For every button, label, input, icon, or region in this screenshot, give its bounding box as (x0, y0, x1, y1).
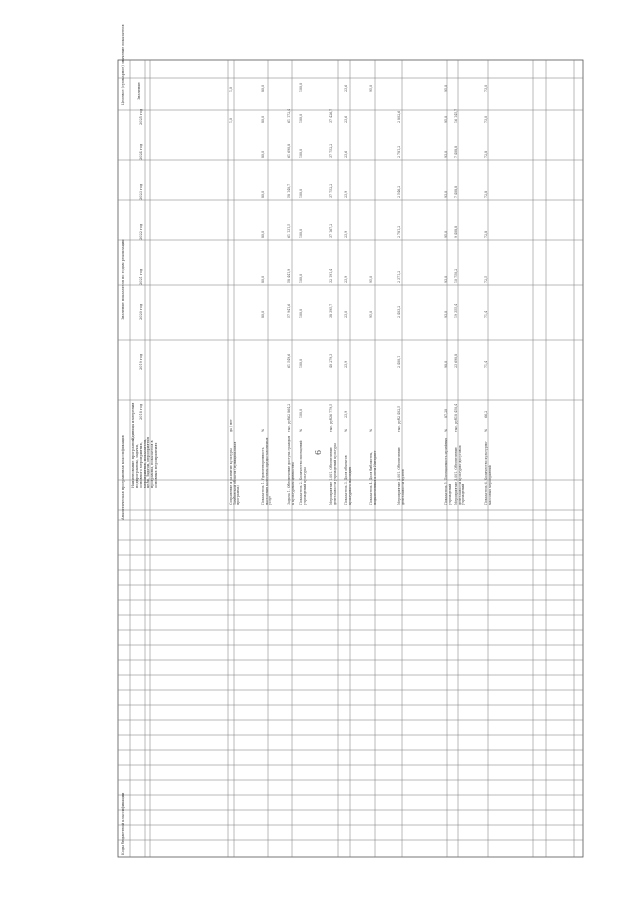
year-header: 2024 год (139, 143, 143, 160)
row-unit: тыс. руб. (329, 417, 333, 432)
row-value: 23 690,8 (454, 353, 458, 368)
year-header: 2018 год (139, 403, 143, 420)
row-value: 95,0 (444, 115, 448, 123)
header-final-group: Целевое (суммарное) значение показателя (121, 24, 125, 105)
year-header: 2020 год (139, 303, 143, 320)
row-name: Сохранение и развитие культуры Тамбовской области (муниципальная программа) (229, 441, 241, 505)
row-name: Показатель 1. Удовлетворенность населения качеством предоставляемых услуг (261, 437, 273, 505)
row-value: 38 395,7 (329, 303, 333, 318)
row-value: 93,0 (444, 310, 448, 318)
page-number: 6 (314, 449, 324, 456)
row-value: 100,0 (299, 408, 303, 418)
row-value: 23,9 (344, 275, 348, 283)
row-value: 95,0 (369, 275, 373, 283)
row-value: 62 864,2 (287, 403, 291, 418)
year-header: 2023 год (139, 183, 143, 200)
row-value: 100,0 (299, 358, 303, 368)
row-value: 23,6 (344, 115, 348, 123)
row-total: 100,0 (299, 82, 303, 92)
row-value: 2 403,2 (397, 305, 401, 318)
row-value: 32 191,4 (329, 268, 333, 283)
row-value: 95,0 (369, 310, 373, 318)
row-unit: % (444, 428, 448, 432)
row-value: 2 402,5 (397, 405, 401, 418)
row-value: 71,4 (484, 360, 488, 368)
row-unit: тыс. руб. (454, 417, 458, 432)
row-name: Мероприятие 2.001. Обеспечение деятельности музеев (397, 447, 405, 505)
row-value: 73,0 (484, 115, 488, 123)
row-value: 72,5 (484, 275, 488, 283)
row-value: 95,0 (444, 230, 448, 238)
row-value: 66,2 (484, 410, 488, 418)
row-name: Мероприятие 3.001. Обеспечение деятельности культурно-досуговых учреждений (454, 445, 466, 505)
row-value: 93,0 (444, 190, 448, 198)
row-value: 72,8 (484, 230, 488, 238)
row-total: 1,0 (229, 86, 233, 92)
row-value: 80,0 (261, 150, 265, 158)
row-value: 18 450,4 (454, 403, 458, 418)
year-header: 2021 год (139, 268, 143, 285)
row-value: 37 167,2 (329, 223, 333, 238)
row-name: Показатель 2. Количество посещений учреждений культуры (299, 440, 307, 505)
row-value: 80,0 (261, 115, 265, 123)
row-name: Мероприятие 1.001. Обеспечение деятельности учреждений культуры (329, 443, 337, 505)
row-total: 73,0 (484, 84, 488, 92)
row-value: 87,20 (444, 408, 448, 418)
row-value: 80,0 (261, 230, 265, 238)
row-name: Показатель 3. Доля объектов культурного наследия (344, 455, 352, 505)
header-name-col: Наименование программы, подпрограммы, задачи, основного мероприятия, мероприятия, показателя, цели, задачи, мероприятия программы, показателя в основных мероприятиях (131, 437, 159, 488)
row-value: 10 750,2 (454, 268, 458, 283)
row-value: 16 145,7 (454, 108, 458, 123)
row-value: 1,0 (229, 117, 233, 123)
row-value: 37 426,7 (329, 108, 333, 123)
row-value: 57 941,6 (287, 303, 291, 318)
row-value: 61 131,5 (287, 223, 291, 238)
row-total: 23,6 (344, 84, 348, 92)
row-total: 95,0 (369, 84, 373, 92)
row-value: 61 549,6 (287, 353, 291, 368)
row-value: 72,8 (484, 150, 488, 158)
row-unit: % (299, 428, 303, 432)
row-unit: % (369, 428, 373, 432)
row-unit: % (484, 428, 488, 432)
row-value: 23,9 (344, 360, 348, 368)
row-value: 40 279,3 (329, 353, 333, 368)
row-value: 93,0 (444, 150, 448, 158)
row-value: 100,0 (299, 308, 303, 318)
header-unit-col: Единица измерения (131, 402, 135, 440)
row-value: 23,9 (344, 190, 348, 198)
row-value: 7 408,8 (454, 185, 458, 198)
row-value: 100,0 (299, 148, 303, 158)
header-values-group: Значение показателя по годам реализации (121, 239, 125, 320)
row-value: 23,0 (344, 310, 348, 318)
row-value: 23,9 (344, 230, 348, 238)
row-value: 37 752,2 (329, 183, 333, 198)
header-analytic-group: Аналитическая программная классификация (121, 435, 125, 520)
row-name: Показатель 6. Количество культурно-массовых мероприятий (484, 441, 492, 505)
row-value: 80,0 (261, 310, 265, 318)
row-unit: % (344, 428, 348, 432)
row-value: 100,0 (299, 188, 303, 198)
row-value: 100,0 (299, 113, 303, 123)
row-value: 100,0 (299, 273, 303, 283)
row-total: 80,0 (261, 84, 265, 92)
row-value: 9 408,8 (454, 225, 458, 238)
row-unit: тыс. руб. (287, 417, 291, 432)
row-value: 61 172,4 (287, 108, 291, 123)
row-value: 7 408,8 (454, 145, 458, 158)
row-value: 58 441,9 (287, 268, 291, 283)
row-value: 90,0 (444, 360, 448, 368)
row-value: 2 802,6 (397, 110, 401, 123)
row-name: Показатель 5. Посещаемость музейных учреждений (444, 437, 452, 505)
year-header: 2019 год (139, 353, 143, 370)
row-value: 23,6 (344, 150, 348, 158)
row-value: 61 690,8 (287, 143, 291, 158)
row-value: 80,0 (261, 190, 265, 198)
row-value: 93,0 (444, 275, 448, 283)
row-value: 2 781,2 (397, 145, 401, 158)
row-unit: % (261, 428, 265, 432)
header-final-sub: Значение (137, 82, 141, 100)
row-value: 80,0 (261, 275, 265, 283)
row-value: 2 371,2 (397, 270, 401, 283)
row-value: 2 546,2 (397, 185, 401, 198)
row-unit: тыс. руб. (397, 417, 401, 432)
row-value: 2 400,1 (397, 355, 401, 368)
row-total: 95,0 (444, 84, 448, 92)
row-name: Задача 1. Обеспечение доступа граждан к культурным ценностям (287, 435, 295, 505)
row-value: 100,0 (299, 228, 303, 238)
row-value: 36 779,5 (329, 403, 333, 418)
row-unit: да / нет (229, 419, 233, 432)
row-value: 71,4 (484, 310, 488, 318)
header-code-group: Коды бюджетной классификации (121, 792, 125, 855)
year-header: 2022 год (139, 223, 143, 240)
row-value: 37 752,2 (329, 143, 333, 158)
row-value: 2 781,2 (397, 225, 401, 238)
row-value: 23,9 (344, 410, 348, 418)
year-header: 2025 год (139, 108, 143, 125)
row-name: Показатель 4. Доля библиотек, подключенных к сети Интернет (369, 450, 377, 505)
row-value: 72,8 (484, 190, 488, 198)
row-value: 19 355,4 (454, 303, 458, 318)
row-value: 58 140,7 (287, 183, 291, 198)
